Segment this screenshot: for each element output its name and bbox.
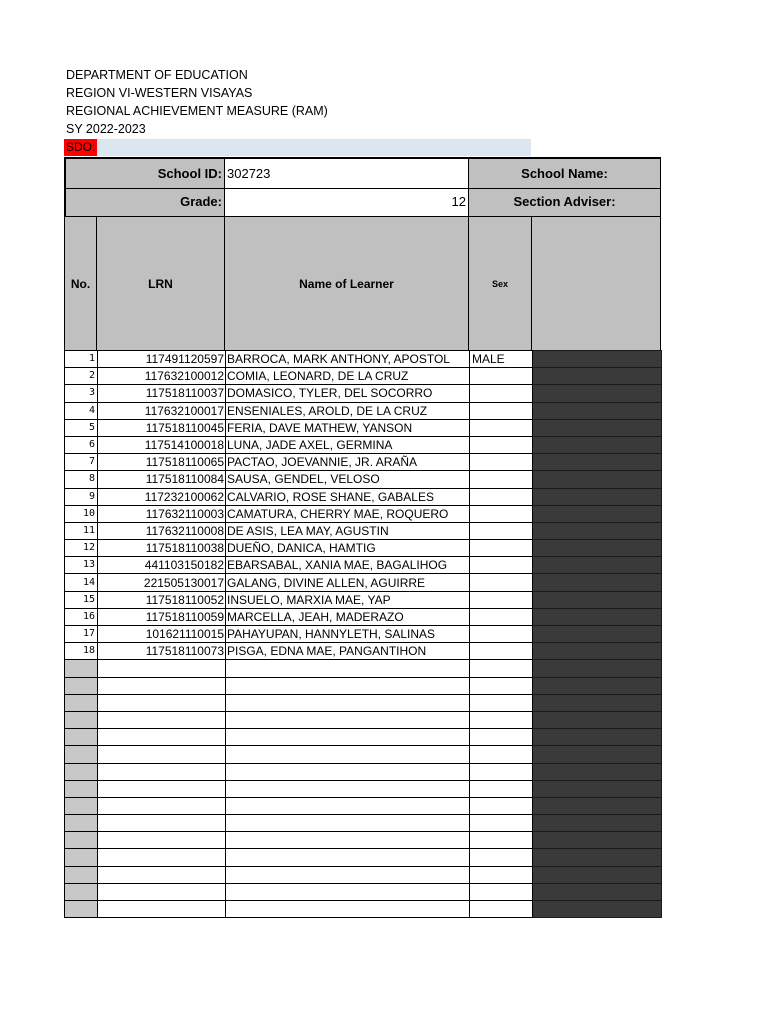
row-number: 2 <box>65 368 98 385</box>
learner-name-cell[interactable]: ENSENIALES, AROLD, DE LA CRUZ <box>226 402 470 419</box>
empty-table-row <box>65 694 662 711</box>
lrn-cell[interactable] <box>98 660 226 677</box>
row-number: 11 <box>65 522 98 539</box>
table-row <box>65 402 662 419</box>
row-number: 16 <box>65 608 98 625</box>
sdo-field[interactable] <box>97 139 531 156</box>
shaded-cell <box>533 505 662 522</box>
lrn-cell[interactable] <box>98 746 226 763</box>
sex-cell[interactable] <box>470 626 533 643</box>
shaded-cell <box>533 540 662 557</box>
row-number <box>65 694 98 711</box>
empty-table-row <box>65 780 662 797</box>
shaded-cell <box>533 591 662 608</box>
sex-cell[interactable] <box>470 368 533 385</box>
column-header-sex <box>468 216 532 351</box>
row-number: 1 <box>65 351 98 368</box>
table-row <box>65 557 662 574</box>
shaded-cell <box>533 677 662 694</box>
sex-cell[interactable] <box>470 901 533 918</box>
shaded-cell <box>533 522 662 539</box>
lrn-cell[interactable] <box>98 849 226 866</box>
sex-cell[interactable] <box>470 454 533 471</box>
table-row <box>65 626 662 643</box>
table-row <box>65 385 662 402</box>
sex-cell[interactable] <box>470 746 533 763</box>
learner-name-cell[interactable] <box>226 815 470 832</box>
empty-table-row <box>65 711 662 728</box>
sex-cell[interactable] <box>470 385 533 402</box>
lrn-cell[interactable] <box>98 797 226 814</box>
shaded-cell <box>533 574 662 591</box>
shaded-cell <box>533 488 662 505</box>
row-number: 18 <box>65 643 98 660</box>
table-row <box>65 522 662 539</box>
learner-name-cell[interactable]: BARROCA, MARK ANTHONY, APOSTOL <box>226 351 470 368</box>
row-number <box>65 797 98 814</box>
assessment-title: REGIONAL ACHIEVEMENT MEASURE (RAM) <box>66 104 328 118</box>
shaded-cell <box>533 729 662 746</box>
learner-name-cell[interactable] <box>226 711 470 728</box>
sex-cell[interactable] <box>470 883 533 900</box>
learner-name-cell[interactable] <box>226 797 470 814</box>
table-row <box>65 540 662 557</box>
shaded-cell <box>533 832 662 849</box>
row-number <box>65 901 98 918</box>
lrn-cell[interactable] <box>98 866 226 883</box>
sex-cell[interactable] <box>470 488 533 505</box>
table-row <box>65 436 662 453</box>
sex-cell[interactable] <box>470 557 533 574</box>
learner-name-cell[interactable] <box>226 883 470 900</box>
section-adviser-label: Section Adviser: <box>513 194 616 209</box>
learner-name-cell[interactable]: DOMASICO, TYLER, DEL SOCORRO <box>226 385 470 402</box>
row-number: 14 <box>65 574 98 591</box>
row-number: 8 <box>65 471 98 488</box>
column-header-sex-label: Sex <box>491 278 508 289</box>
shaded-cell <box>533 643 662 660</box>
lrn-cell[interactable] <box>98 832 226 849</box>
learner-name-cell[interactable] <box>226 832 470 849</box>
sex-cell[interactable] <box>470 436 533 453</box>
sex-cell[interactable] <box>470 866 533 883</box>
shaded-cell <box>533 797 662 814</box>
shaded-cell <box>533 660 662 677</box>
sdo-label: SDO: <box>66 140 96 154</box>
table-row <box>65 454 662 471</box>
sex-cell[interactable] <box>470 849 533 866</box>
empty-table-row <box>65 660 662 677</box>
sex-cell[interactable] <box>470 797 533 814</box>
grade-label: Grade: <box>180 194 222 209</box>
empty-table-row <box>65 901 662 918</box>
lrn-cell[interactable] <box>98 815 226 832</box>
sex-cell[interactable] <box>470 763 533 780</box>
column-header-no-label: No. <box>70 276 91 291</box>
table-row <box>65 591 662 608</box>
empty-table-row <box>65 677 662 694</box>
shaded-cell <box>533 901 662 918</box>
lrn-cell[interactable]: 117518110037 <box>98 385 226 402</box>
sex-cell[interactable] <box>470 677 533 694</box>
sex-cell[interactable] <box>470 832 533 849</box>
table-row <box>65 608 662 625</box>
school-year: SY 2022-2023 <box>66 122 146 136</box>
sex-cell[interactable] <box>470 694 533 711</box>
learner-name-cell[interactable]: INSUELO, MARXIA MAE, YAP <box>226 591 470 608</box>
lrn-cell[interactable]: 117632110003 <box>98 505 226 522</box>
shaded-cell <box>533 608 662 625</box>
empty-table-row <box>65 815 662 832</box>
shaded-cell <box>533 711 662 728</box>
shaded-cell <box>533 626 662 643</box>
lrn-cell[interactable] <box>98 901 226 918</box>
sex-cell[interactable] <box>470 540 533 557</box>
learner-name-cell[interactable]: SAUSA, GENDEL, VELOSO <box>226 471 470 488</box>
learner-name-cell[interactable] <box>226 849 470 866</box>
shaded-cell <box>533 454 662 471</box>
school-id-value: 302723 <box>227 166 271 181</box>
learner-name-cell[interactable]: COMIA, LEONARD, DE LA CRUZ <box>226 368 470 385</box>
empty-table-row <box>65 883 662 900</box>
lrn-cell[interactable]: 117632100017 <box>98 402 226 419</box>
lrn-cell[interactable]: 221505130017 <box>98 574 226 591</box>
shaded-cell <box>533 402 662 419</box>
table-row <box>65 419 662 436</box>
shaded-cell <box>533 419 662 436</box>
shaded-cell <box>533 694 662 711</box>
school-name-label-cell <box>468 157 661 189</box>
learner-name-cell[interactable] <box>226 901 470 918</box>
column-header-name <box>224 216 469 351</box>
row-number <box>65 729 98 746</box>
column-header-lrn <box>96 216 225 351</box>
shaded-cell <box>533 883 662 900</box>
lrn-cell[interactable]: 117514100018 <box>98 436 226 453</box>
learner-name-cell[interactable] <box>226 866 470 883</box>
shaded-cell <box>533 849 662 866</box>
lrn-cell[interactable] <box>98 694 226 711</box>
empty-table-row <box>65 866 662 883</box>
shaded-cell <box>533 780 662 797</box>
department-title: DEPARTMENT OF EDUCATION <box>66 68 248 82</box>
table-row <box>65 643 662 660</box>
learner-name-cell[interactable]: MARCELLA, JEAH, MADERAZO <box>226 608 470 625</box>
lrn-cell[interactable]: 117632100012 <box>98 368 226 385</box>
row-number <box>65 815 98 832</box>
table-row <box>65 351 662 368</box>
learner-name-cell[interactable]: DUEÑO, DANICA, HAMTIG <box>226 540 470 557</box>
sex-cell[interactable] <box>470 729 533 746</box>
lrn-cell[interactable]: 117518110038 <box>98 540 226 557</box>
learner-name-cell[interactable]: LUNA, JADE AXEL, GERMINA <box>226 436 470 453</box>
sex-cell[interactable]: MALE <box>470 351 533 368</box>
lrn-cell[interactable]: 117518110059 <box>98 608 226 625</box>
sex-cell[interactable] <box>470 574 533 591</box>
table-row <box>65 368 662 385</box>
empty-table-row <box>65 849 662 866</box>
grade-field[interactable] <box>224 188 469 217</box>
row-number <box>65 832 98 849</box>
shaded-cell <box>533 557 662 574</box>
row-number: 17 <box>65 626 98 643</box>
learner-name-cell[interactable]: PACTAO, JOEVANNIE, JR. ARAÑA <box>226 454 470 471</box>
table-row <box>65 505 662 522</box>
grade-label-cell <box>64 188 225 217</box>
lrn-cell[interactable] <box>98 729 226 746</box>
learner-table <box>64 350 662 918</box>
row-number: 15 <box>65 591 98 608</box>
sex-cell[interactable] <box>470 711 533 728</box>
row-number <box>65 711 98 728</box>
row-number: 7 <box>65 454 98 471</box>
lrn-cell[interactable] <box>98 883 226 900</box>
lrn-cell[interactable]: 441103150182 <box>98 557 226 574</box>
row-number: 5 <box>65 419 98 436</box>
empty-table-row <box>65 763 662 780</box>
learner-name-cell[interactable]: CALVARIO, ROSE SHANE, GABALES <box>226 488 470 505</box>
shaded-cell <box>533 815 662 832</box>
sex-cell[interactable] <box>470 643 533 660</box>
learner-name-cell[interactable]: PISGA, EDNA MAE, PANGANTIHON <box>226 643 470 660</box>
lrn-cell[interactable]: 117232100062 <box>98 488 226 505</box>
sex-cell[interactable] <box>470 505 533 522</box>
row-number <box>65 677 98 694</box>
shaded-cell <box>533 385 662 402</box>
learner-name-cell[interactable]: DE ASIS, LEA MAY, AGUSTIN <box>226 522 470 539</box>
school-id-label-cell <box>64 157 225 189</box>
sex-cell[interactable] <box>470 471 533 488</box>
lrn-cell[interactable] <box>98 763 226 780</box>
row-number: 9 <box>65 488 98 505</box>
lrn-cell[interactable] <box>98 711 226 728</box>
column-header-lrn-label: LRN <box>148 276 173 291</box>
shaded-cell <box>533 368 662 385</box>
row-number <box>65 746 98 763</box>
row-number: 3 <box>65 385 98 402</box>
sex-cell[interactable] <box>470 591 533 608</box>
row-number <box>65 883 98 900</box>
learner-name-cell[interactable] <box>226 746 470 763</box>
shaded-cell <box>533 866 662 883</box>
sex-cell[interactable] <box>470 815 533 832</box>
lrn-cell[interactable]: 117518110052 <box>98 591 226 608</box>
row-number: 6 <box>65 436 98 453</box>
learner-name-cell[interactable] <box>226 660 470 677</box>
empty-table-row <box>65 832 662 849</box>
grade-value: 12 <box>451 194 466 209</box>
lrn-cell[interactable]: 117518110073 <box>98 643 226 660</box>
learner-name-cell[interactable] <box>226 780 470 797</box>
column-header-name-label: Name of Learner <box>299 276 394 291</box>
learner-name-cell[interactable] <box>226 763 470 780</box>
row-number: 12 <box>65 540 98 557</box>
column-header-no <box>64 216 97 351</box>
lrn-cell[interactable]: 101621110015 <box>98 626 226 643</box>
sex-cell[interactable] <box>470 660 533 677</box>
empty-table-row <box>65 729 662 746</box>
row-number: 4 <box>65 402 98 419</box>
shaded-cell <box>533 351 662 368</box>
learner-name-cell[interactable] <box>226 729 470 746</box>
lrn-cell[interactable]: 117518110084 <box>98 471 226 488</box>
row-number <box>65 763 98 780</box>
row-number <box>65 849 98 866</box>
school-name-label: School Name: <box>521 166 608 181</box>
row-number <box>65 660 98 677</box>
sex-cell[interactable] <box>470 402 533 419</box>
table-row <box>65 574 662 591</box>
lrn-cell[interactable]: 117518110065 <box>98 454 226 471</box>
shaded-cell <box>533 763 662 780</box>
lrn-cell[interactable] <box>98 677 226 694</box>
learner-name-cell[interactable]: FERIA, DAVE MATHEW, YANSON <box>226 419 470 436</box>
learner-name-cell[interactable] <box>226 694 470 711</box>
learner-name-cell[interactable]: GALANG, DIVINE ALLEN, AGUIRRE <box>226 574 470 591</box>
shaded-cell <box>533 471 662 488</box>
empty-table-row <box>65 797 662 814</box>
sex-cell[interactable] <box>470 780 533 797</box>
learner-name-cell[interactable]: EBARSABAL, XANIA MAE, BAGALIHOG <box>226 557 470 574</box>
row-number <box>65 866 98 883</box>
school-id-field[interactable] <box>224 157 469 189</box>
section-adviser-label-cell <box>468 188 661 217</box>
column-header-blank <box>531 216 661 351</box>
sex-cell[interactable] <box>470 608 533 625</box>
row-number: 13 <box>65 557 98 574</box>
empty-table-row <box>65 746 662 763</box>
row-number <box>65 780 98 797</box>
lrn-cell[interactable]: 117632110008 <box>98 522 226 539</box>
lrn-cell[interactable]: 117518110045 <box>98 419 226 436</box>
learner-name-cell[interactable]: PAHAYUPAN, HANNYLETH, SALINAS <box>226 626 470 643</box>
table-row <box>65 471 662 488</box>
learner-name-cell[interactable]: CAMATURA, CHERRY MAE, ROQUERO <box>226 505 470 522</box>
lrn-cell[interactable]: 117491120597 <box>98 351 226 368</box>
sex-cell[interactable] <box>470 419 533 436</box>
row-number: 10 <box>65 505 98 522</box>
table-row <box>65 488 662 505</box>
shaded-cell <box>533 436 662 453</box>
lrn-cell[interactable] <box>98 780 226 797</box>
sex-cell[interactable] <box>470 522 533 539</box>
school-id-label: School ID: <box>157 166 222 181</box>
shaded-cell <box>533 746 662 763</box>
learner-name-cell[interactable] <box>226 677 470 694</box>
region-title: REGION VI-WESTERN VISAYAS <box>66 86 253 100</box>
